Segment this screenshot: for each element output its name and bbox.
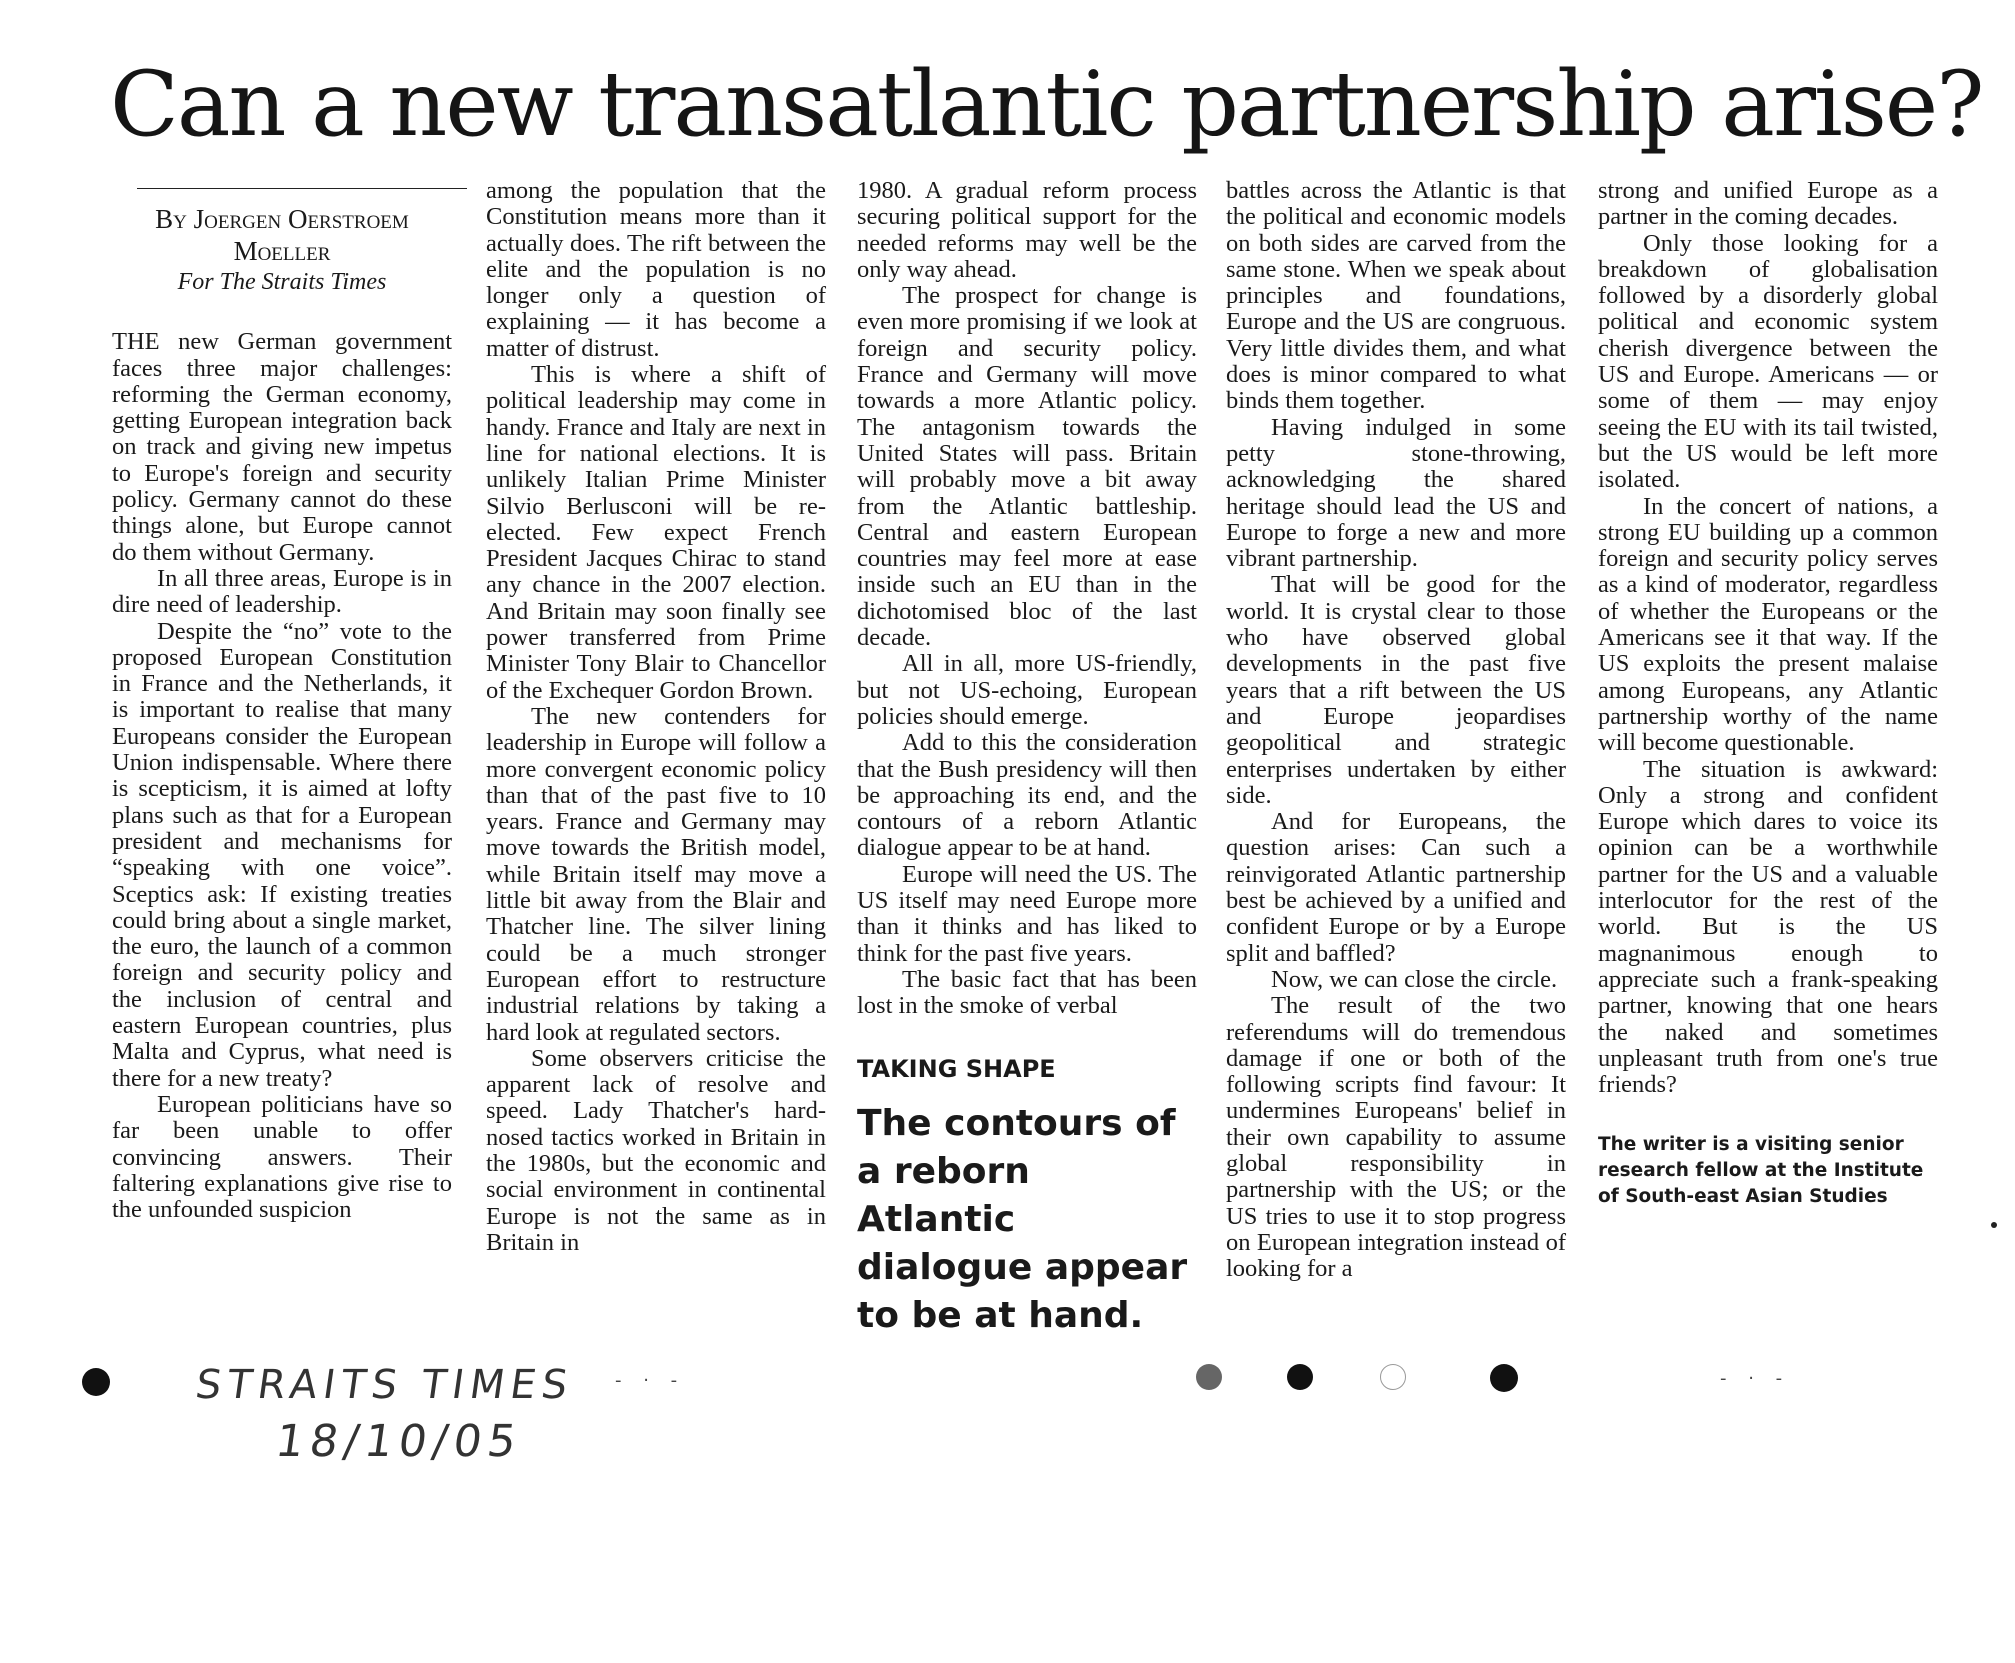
paragraph-12-cont: battles across the Atlantic is that the political and economic models on both sides are carved from the same stone. When we speak about principles and foundations, Europe and the US are congruous. Very little divides them, and what does is minor compared to what binds them together. [1226,177,1566,415]
paragraph-6: The new contenders for leadership in Europe will follow a more convergent economic policy than that of the past five to 10 years. France and Germany may move towards the British model, while Britain itself may move a little bit away from the Blair and Thatcher line. The silver lining could be a much stronger European effort to restructure industrial relations by taking a hard look at regulated sectors. [486,702,826,1046]
paragraph-19: In the concert of nations, a strong EU building up a common foreign and security policy serves as a kind of moderator, regardless of whether the Europeans or the Americans see it that way. If the US exploits the present malaise among Europeans, any Atlantic partnership worthy of the name will become questionable. [1598,492,1938,757]
paragraph-2: In all three areas, Europe is in dire need of leadership. [112,564,452,619]
handwritten-source: STRAITS TIMES [192,1362,577,1408]
paragraph-17-cont: strong and unified Europe as a partner in the coming decades. [1598,177,1938,231]
article-column-3 [857,178,1197,1340]
paragraph-14: That will be good for the world. It is crystal clear to those who have observed global developments in the past five years that a rift between the US and Europe jeopardises geopolitical and strategic enterprises undertaken by either side. [1226,571,1566,809]
paragraph-9: All in all, more US-friendly, but not US-echoing, European policies should emerge. [857,650,1197,730]
paragraph-10: Add to this the consideration that the Bush presidency will then be approaching its end, and the contours of a reborn Atlantic dialogue appear to be at hand. [857,729,1197,862]
handwritten-dashes: - · - [615,1370,686,1391]
paragraph-7-part: Some observers criticise the apparent lack of resolve and speed. Lady Thatcher's hard-nosed tactics worked in Britain in the 1980s, but the economic and social environment in continental Europe is not the same as in Britain in [486,1044,826,1256]
article-column-2 [486,178,826,1256]
handwritten-date: 18/10/05 [272,1416,526,1467]
writer-note: The writer is a visiting senior research fellow at the Institute of South-east Asian Studies [1598,1134,1924,1208]
binder-hole-3 [1380,1364,1406,1390]
paragraph-3: Despite the “no” vote to the proposed European Constitution in France and the Netherlands, it is important to realise that many Europeans consider the European Union indispensable. Where there is scepticism, it is aimed at lofty plans such as that for a European president and mechanisms for “speaking with one voice”. Sceptics ask: If existing treaties could bring about a single market, the euro, the launch of a common foreign and security policy and the inclusion of central and eastern European countries, plus Malta and Cyprus, what need is there for a new treaty? [112,617,452,1092]
paragraph-4-part: European politicians have so far been unable to offer convincing answers. Their faltering explanations give rise to the unfounded suspicion [112,1090,452,1224]
paragraph-17-part: The result of the two referendums will do tremendous damage if one or both of the following scripts find favour: It undermines Europeans' belief in their own capability to assume global responsibility in partnership with the US; or the US tries to use it to stop progress on European integration instead of looking for a [1226,992,1566,1283]
margin-dashes-right: - · - [1720,1368,1791,1389]
subhead: TAKING SHAPE [857,1054,1056,1083]
paragraph-1: THE new German government faces three major challenges: reforming the German economy, getting European integration back on track and giving new impetus to Europe's foreign and security policy. Germany cannot do these things alone, but Europe cannot do them without Germany. [112,328,452,566]
affiliation: For The Straits Times [177,269,387,295]
paragraph-12-part: The basic fact that has been lost in the smoke of verbal [857,965,1197,1020]
binder-hole-left [82,1368,110,1396]
binder-hole-2 [1287,1364,1313,1390]
paragraph-18: Only those looking for a breakdown of globalisation followed by a disorderly global political and economic system cherish divergence between the US and Europe. Americans — or some of them — may enjoy seeing the EU with its tail twisted, but the US would be left more isolated. [1598,229,1938,494]
paragraph-4-cont: among the population that the Constitution means more than it actually does. The rift between the elite and the population is no longer only a question of explaining — it has become a matter of distrust. [486,177,826,362]
paragraph-5: This is where a shift of political leadership may come in handy. France and Italy are next in line for national elections. It is unlikely Italian Prime Minister Silvio Berlusconi will be re-elected. Few expect French President Jacques Chirac to stand any chance in the 2007 election. And Britain may soon finally see power transferred from Prime Minister Tony Blair to Chancellor of the Exchequer Gordon Brown. [486,361,826,704]
pull-quote: The contours of a reborn Atlantic dialogue appear to be at hand. [857,1102,1188,1336]
paragraph-20: The situation is awkward: Only a strong and confident Europe which dares to voice its opinion can be a worthwhile partner for the US and a valuable interlocutor for the rest of the world. But is the US magnanimous enough to appreciate such a frank-speaking partner, knowing that one hears the naked and sometimes unpleasant truth from one's true friends? [1598,755,1938,1099]
paragraph-16: Now, we can close the circle. [1271,965,1558,993]
article-column-5 [1598,178,1938,1210]
byline-rule [137,188,467,189]
paragraph-13: Having indulged in some petty stone-throwing, acknowledging the shared heritage should lead the US and Europe to forge a new and more vibrant partnership. [1226,413,1566,573]
margin-speck [1991,1222,1997,1228]
paragraph-15: And for Europeans, the question arises: Can such a reinvigorated Atlantic partnership best be achieved by a unified and confident Europe or by a Europe split and baffled? [1226,808,1566,967]
article-column-1 [112,178,452,1223]
binder-hole-1 [1196,1364,1222,1390]
paragraph-8: The prospect for change is even more promising if we look at foreign and security policy. France and Germany will move towards a more Atlantic policy. The antagonism towards the United States will pass. Britain will probably move a bit away from the Atlantic battleship. Central and eastern European countries may feel more at ease inside such an EU than in the dichotomised bloc of the last decade. [857,282,1197,652]
byline: By Joergen Oerstroem Moeller [155,204,409,266]
binder-hole-4 [1490,1364,1518,1392]
paragraph-11: Europe will need the US. The US itself may need Europe more than it thinks and has liked to think for the past five years. [857,860,1197,967]
paragraph-7-cont: 1980. A gradual reform process securing political support for the needed reforms may well be the only way ahead. [857,177,1197,283]
headline: Can a new transatlantic partnership arise? [110,52,1983,157]
article-column-4 [1226,178,1566,1282]
